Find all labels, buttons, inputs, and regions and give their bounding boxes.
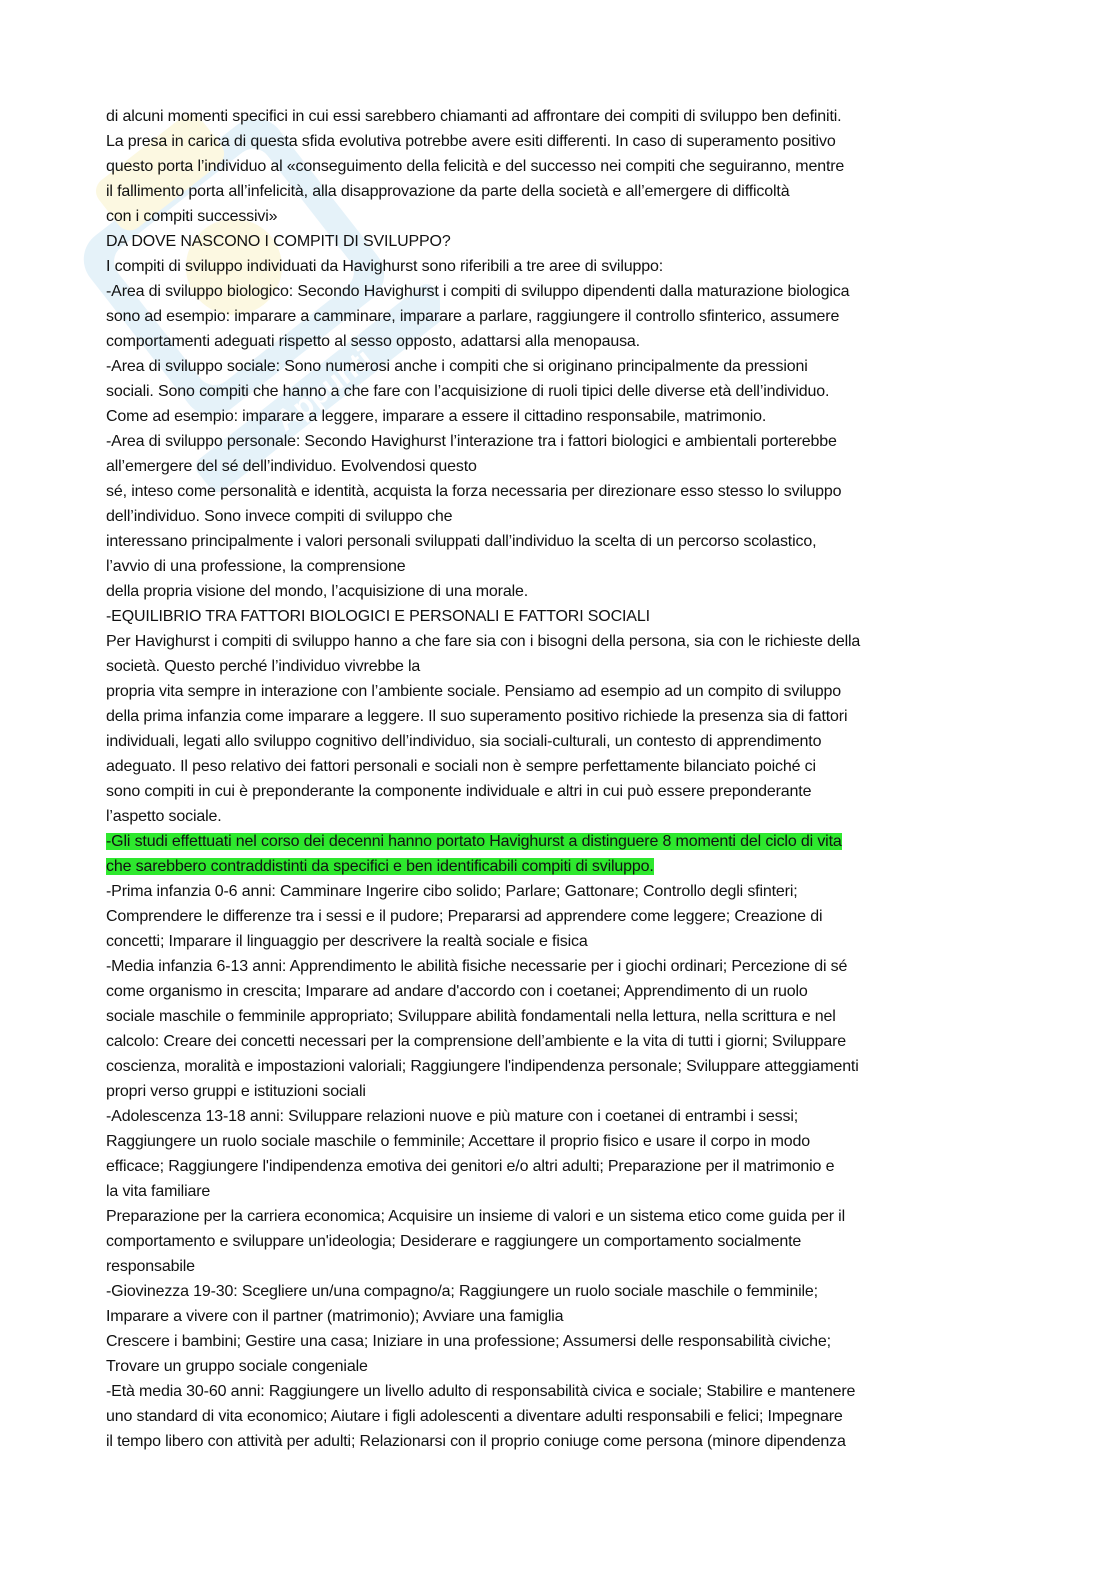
text-line: La presa in carica di questa sfida evolutiva potrebbe avere esiti differenti. In caso di superamento positivo (106, 133, 836, 150)
text-line: della propria visione del mondo, l’acquisizione di una morale. (106, 583, 529, 600)
text-line: -Adolescenza 13-18 anni: Sviluppare relazioni nuove e più mature con i coetanei di entrambi i sessi; (106, 1108, 799, 1125)
text-line: l’aspetto sociale. (106, 808, 222, 825)
watermark-text: Appunti (269, 342, 379, 439)
text-line: comportamento e sviluppare un'ideologia; Desiderare e raggiungere un comportamento socialmente (106, 1233, 802, 1250)
document-body (106, 104, 1011, 1454)
text-line: responsabile (106, 1258, 195, 1275)
text-line: comportamenti adeguati rispetto al sesso opposto, adattarsi alla menopausa. (106, 333, 640, 350)
highlighted-line (106, 854, 1011, 879)
text-line: il fallimento porta all’infelicità, alla disapprovazione da parte della società e all’emergere di difficoltà (106, 183, 790, 200)
text-line: -Area di sviluppo sociale: Sono numerosi anche i compiti che si originano principalmente da pressioni (106, 358, 808, 375)
text-line: -Giovinezza 19-30: Scegliere un/una compagno/a; Raggiungere un ruolo sociale maschile o femminile; (106, 1283, 818, 1300)
text-line: -Media infanzia 6-13 anni: Apprendimento le abilità fisiche necessarie per i giochi ordinari; Percezione di sé (106, 958, 848, 975)
text-line: concetti; Imparare il linguaggio per descrivere la realtà sociale e fisica (106, 933, 588, 950)
text-line: uno standard di vita economico; Aiutare i figli adolescenti a diventare adulti responsabili e felici; Impegnare (106, 1408, 843, 1425)
text-line: coscienza, moralità e impostazioni valoriali; Raggiungere l'indipendenza personale; Sviluppare atteggiamenti (106, 1058, 859, 1075)
text-line: -Area di sviluppo biologico: Secondo Havighurst i compiti di sviluppo dipendenti dalla maturazione biologica (106, 283, 850, 300)
text-line: Trovare un gruppo sociale congeniale (106, 1358, 368, 1375)
text-line: sono compiti in cui è preponderante la componente individuale e altri in cui può essere preponderante (106, 783, 812, 800)
text-line: sono ad esempio: imparare a camminare, imparare a parlare, raggiungere il controllo sfinterico, assumere (106, 308, 840, 325)
text-line: sé, inteso come personalità e identità, acquista la forza necessaria per direzionare esso stesso lo sviluppo (106, 483, 842, 500)
text-line: all’emergere del sé dell’individuo. Evolvendosi questo (106, 458, 477, 475)
text-line: Raggiungere un ruolo sociale maschile o femminile; Accettare il proprio fisico e usare il corpo in modo (106, 1133, 811, 1150)
text-line: sociali. Sono compiti che hanno a che fare con l’acquisizione di ruoli tipici delle diverse età dell’individuo. (106, 383, 830, 400)
text-line: della prima infanzia come imparare a leggere. Il suo superamento positivo richiede la presenza sia di fattori (106, 708, 848, 725)
text-line: Comprendere le differenze tra i sessi e il pudore; Prepararsi ad apprendere come leggere; Creazione di (106, 908, 823, 925)
text-line: Preparazione per la carriera economica; Acquisire un insieme di valori e un sistema etico come guida per il (106, 1208, 845, 1225)
text-line: -Età media 30-60 anni: Raggiungere un livello adulto di responsabilità civica e sociale; Stabilire e mantenere (106, 1383, 856, 1400)
highlighted-line (106, 829, 1011, 854)
text-line: Per Havighurst i compiti di sviluppo hanno a che fare sia con i bisogni della persona, sia con le richieste della (106, 633, 861, 650)
text-line: l’avvio di una professione, la comprensione (106, 558, 406, 575)
text-line: il tempo libero con attività per adulti; Relazionarsi con il proprio coniuge come persona (minore dipendenza (106, 1433, 846, 1450)
text-line: come organismo in crescita; Imparare ad andare d'accordo con i coetanei; Apprendimento di un ruolo (106, 983, 808, 1000)
text-line: individuali, legati allo sviluppo cognitivo dell’individuo, sia sociali-culturali, un contesto di apprendimento (106, 733, 822, 750)
section-heading: DA DOVE NASCONO I COMPITI DI SVILUPPO? (106, 233, 451, 250)
text-line: Imparare a vivere con il partner (matrimonio); Avviare una famiglia (106, 1308, 564, 1325)
text-line: società. Questo perché l’individuo vivrebbe la (106, 658, 421, 675)
text-line: Crescere i bambini; Gestire una casa; Iniziare in una professione; Assumersi delle responsabilità civiche; (106, 1333, 831, 1350)
text-line: interessano principalmente i valori personali sviluppati dall’individuo la scelta di un percorso scolastico, (106, 533, 817, 550)
highlight-text: -Gli studi effettuati nel corso dei decenni hanno portato Havighurst a distinguere 8 momenti del ciclo di vita (106, 833, 842, 850)
section-heading: -EQUILIBRIO TRA FATTORI BIOLOGICI E PERSONALI E FATTORI SOCIALI (106, 608, 650, 625)
text-line: con i compiti successivi» (106, 208, 278, 225)
text-line: Come ad esempio: imparare a leggere, imparare a essere il cittadino responsabile, matrimonio. (106, 408, 767, 425)
text-line: la vita familiare (106, 1183, 211, 1200)
text-line: di alcuni momenti specifici in cui essi sarebbero chiamanti ad affrontare dei compiti di sviluppo ben definiti. (106, 108, 842, 125)
text-line: sociale maschile o femminile appropriato; Sviluppare abilità fondamentali nella lettura, nella scrittura e nel (106, 1008, 836, 1025)
text-line: efficace; Raggiungere l'indipendenza emotiva dei genitori e/o altri adulti; Preparazione per il matrimonio e (106, 1158, 835, 1175)
text-line: I compiti di sviluppo individuati da Havighurst sono riferibili a tre aree di sviluppo: (106, 258, 664, 275)
text-line: propri verso gruppi e istituzioni sociali (106, 1083, 366, 1100)
text-line: calcolo: Creare dei concetti necessari per la comprensione dell’ambiente e la vita di tutti i giorni; Sviluppare (106, 1033, 847, 1050)
text-line: questo porta l’individuo al «conseguimento della felicità e del successo nei compiti che seguiranno, mentre (106, 158, 845, 175)
text-line: dell’individuo. Sono invece compiti di sviluppo che (106, 508, 453, 525)
text-line: -Prima infanzia 0-6 anni: Camminare Ingerire cibo solido; Parlare; Gattonare; Controllo degli sfinteri; (106, 883, 798, 900)
text-line: -Area di sviluppo personale: Secondo Havighurst l’interazione tra i fattori biologici e ambientali porterebbe (106, 433, 837, 450)
highlight-text: che sarebbero contraddistinti da specifici e ben identificabili compiti di sviluppo. (106, 858, 654, 875)
text-line: propria vita sempre in interazione con l’ambiente sociale. Pensiamo ad esempio ad un compito di sviluppo (106, 683, 842, 700)
text-line: adeguato. Il peso relativo dei fattori personali e sociali non è sempre perfettamente bilanciato poiché ci (106, 758, 816, 775)
